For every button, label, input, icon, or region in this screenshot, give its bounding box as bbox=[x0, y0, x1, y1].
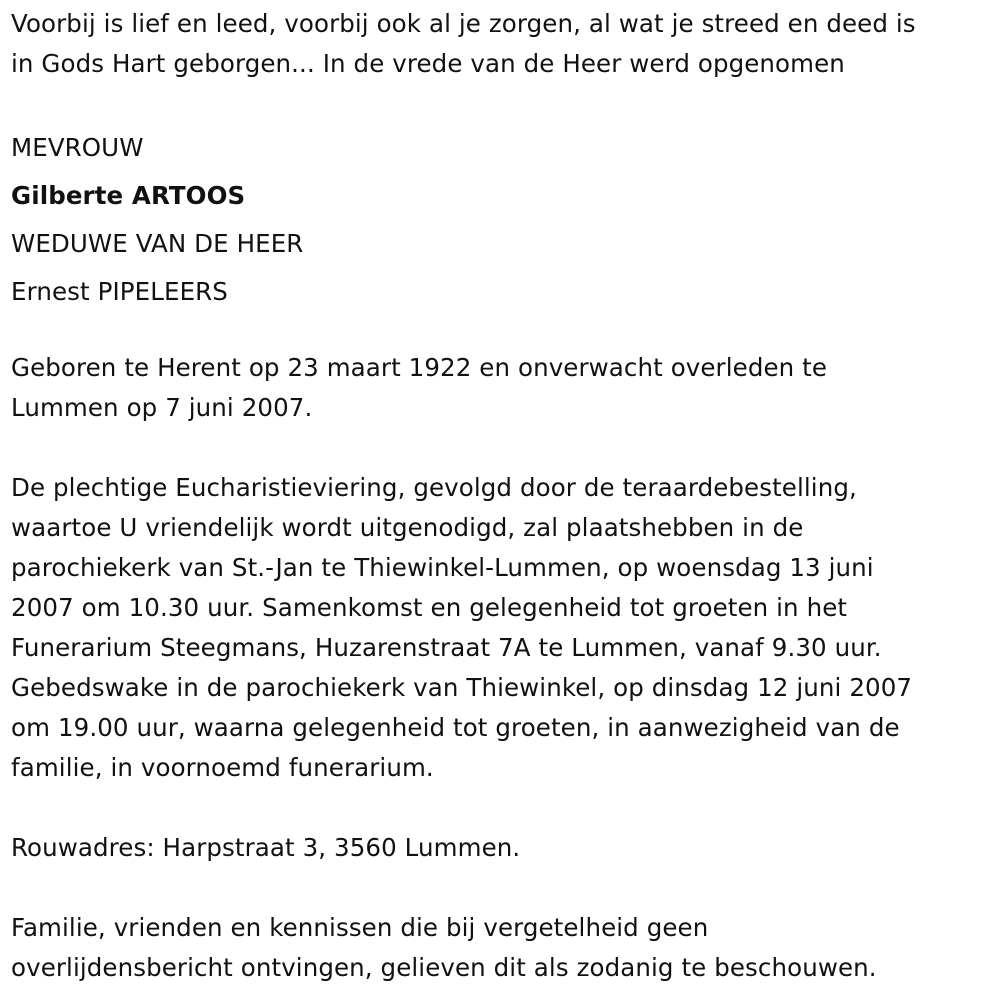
intro-line: Voorbij is lief en leed, voorbij ook al je zorgen, al wat je streed en deed is bbox=[11, 9, 916, 38]
paragraph-line: Familie, vrienden en kennissen die bij vergetelheid geen bbox=[11, 913, 709, 942]
paragraph-line: parochiekerk van St.-Jan te Thiewinkel-Lummen, op woensdag 13 juni bbox=[11, 553, 874, 582]
paragraph-line: familie, in voornoemd funerarium. bbox=[11, 753, 434, 782]
spacer bbox=[11, 428, 996, 468]
title-label: MEVROUW bbox=[11, 133, 144, 162]
relation-label: WEDUWE VAN DE HEER bbox=[11, 229, 304, 258]
deceased-block bbox=[11, 124, 996, 316]
paragraph-line: overlijdensbericht ontvingen, gelieven dit als zodanig te beschouwen. bbox=[11, 953, 877, 982]
address-line: Rouwadres: Harpstraat 3, 3560 Lummen. bbox=[11, 833, 521, 862]
paragraph-line: Geboren te Herent op 23 maart 1922 en onverwacht overleden te bbox=[11, 353, 828, 382]
death-notice bbox=[11, 4, 996, 988]
birth-death-paragraph bbox=[11, 348, 996, 428]
spouse-name: Ernest PIPELEERS bbox=[11, 277, 228, 306]
intro-line: in Gods Hart geborgen... In de vrede van de Heer werd opgenomen bbox=[11, 49, 845, 78]
mourning-address bbox=[11, 828, 996, 868]
paragraph-line: De plechtige Eucharistieviering, gevolgd door de teraardebestelling, bbox=[11, 473, 857, 502]
deceased-name: Gilberte ARTOOS bbox=[11, 181, 246, 210]
spacer bbox=[11, 84, 996, 124]
intro-verse bbox=[11, 4, 996, 84]
ceremony-paragraph bbox=[11, 468, 996, 788]
spacer bbox=[11, 316, 996, 348]
paragraph-line: Funerarium Steegmans, Huzarenstraat 7A te Lummen, vanaf 9.30 uur. bbox=[11, 633, 882, 662]
spacer bbox=[11, 788, 996, 828]
paragraph-line: om 19.00 uur, waarna gelegenheid tot groeten, in aanwezigheid van de bbox=[11, 713, 900, 742]
paragraph-line: waartoe U vriendelijk wordt uitgenodigd, zal plaatshebben in de bbox=[11, 513, 804, 542]
closing-paragraph bbox=[11, 908, 996, 988]
spacer bbox=[11, 868, 996, 908]
paragraph-line: Lummen op 7 juni 2007. bbox=[11, 393, 313, 422]
paragraph-line: 2007 om 10.30 uur. Samenkomst en gelegenheid tot groeten in het bbox=[11, 593, 848, 622]
paragraph-line: Gebedswake in de parochiekerk van Thiewinkel, op dinsdag 12 juni 2007 bbox=[11, 673, 913, 702]
